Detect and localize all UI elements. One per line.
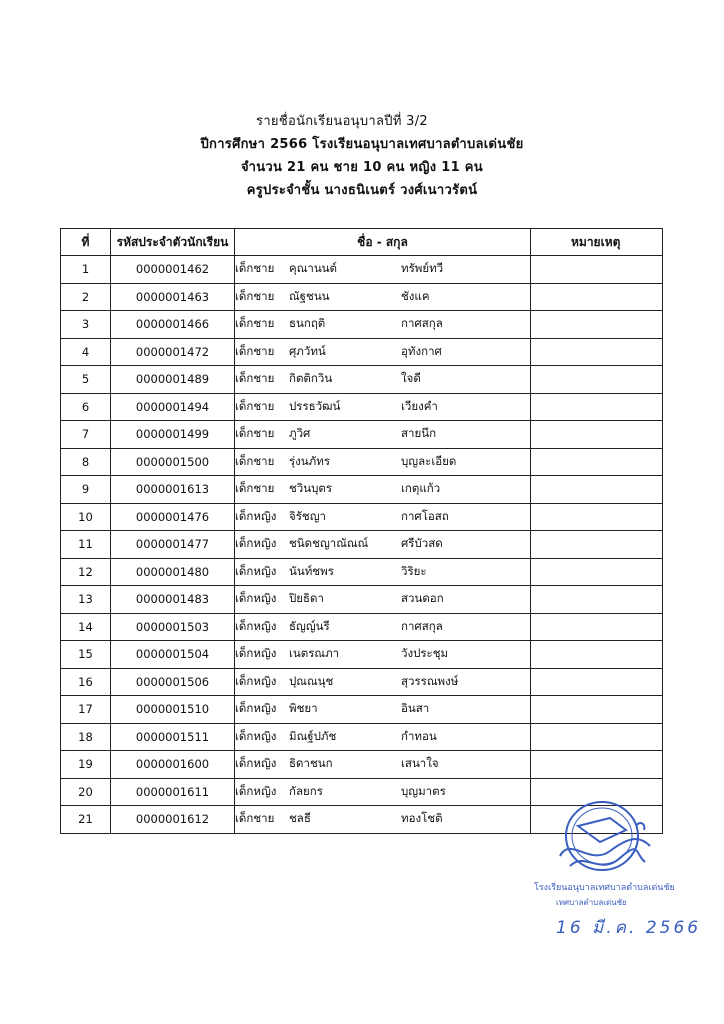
last-name: กาศสกุล: [401, 618, 443, 633]
student-name-cell: [235, 778, 531, 806]
first-name: ธนกฤติ: [289, 316, 326, 331]
first-name: ภูวิศ: [289, 426, 311, 441]
table-row: [61, 586, 663, 614]
name-prefix: เด็กหญิง: [235, 728, 277, 743]
last-name: วิริยะ: [401, 563, 427, 578]
table-row: [61, 668, 663, 696]
remark-cell: [531, 586, 663, 614]
first-name: จิรัชญา: [289, 508, 326, 523]
table-row: [61, 311, 663, 339]
table-header-row: [61, 229, 663, 256]
table-row: [61, 751, 663, 779]
last-name: กาศสกุล: [401, 316, 443, 331]
remark-cell: [531, 448, 663, 476]
table-body: [61, 256, 663, 834]
document-header: [0, 110, 724, 202]
first-name: กิตติกวิน: [289, 371, 333, 386]
remark-cell: [531, 366, 663, 394]
student-id: 0000001462: [111, 256, 235, 284]
student-name-cell: [235, 366, 531, 394]
class-title: รายชื่อนักเรียนอนุบาลปีที่ 3/2: [256, 114, 428, 129]
name-prefix: เด็กหญิง: [235, 563, 277, 578]
first-name: มิณฐ์ปภัช: [289, 728, 337, 743]
row-number: 18: [61, 723, 111, 751]
remark-cell: [531, 613, 663, 641]
last-name: เสนาใจ: [401, 756, 439, 771]
student-id: 0000001489: [111, 366, 235, 394]
remark-cell: [531, 311, 663, 339]
table-row: [61, 531, 663, 559]
student-name-cell: [235, 448, 531, 476]
name-prefix: เด็กหญิง: [235, 646, 277, 661]
name-prefix: เด็กชาย: [235, 398, 275, 413]
student-name-cell: [235, 751, 531, 779]
row-number: 6: [61, 393, 111, 421]
student-id: 0000001613: [111, 476, 235, 504]
table-row: [61, 393, 663, 421]
student-id: 0000001499: [111, 421, 235, 449]
first-name: ณัฐชนน: [289, 288, 330, 303]
first-name: เนตรณภา: [289, 646, 340, 661]
last-name: สวนดอก: [401, 591, 444, 606]
student-name-cell: [235, 393, 531, 421]
remark-cell: [531, 531, 663, 559]
name-prefix: เด็กชาย: [235, 426, 275, 441]
name-prefix: เด็กชาย: [235, 811, 275, 826]
last-name: กำทอน: [401, 728, 437, 743]
row-number: 5: [61, 366, 111, 394]
student-id: 0000001477: [111, 531, 235, 559]
table-row: [61, 613, 663, 641]
remark-cell: [531, 558, 663, 586]
col-header-student-id: รหัสประจำตัวนักเรียน: [111, 229, 235, 256]
student-name-cell: [235, 806, 531, 834]
first-name: ชวินบุตร: [289, 481, 333, 496]
student-name-cell: [235, 421, 531, 449]
first-name: ธัญญ์นรี: [289, 618, 330, 633]
student-name-cell: [235, 586, 531, 614]
first-name: พิชยา: [289, 701, 318, 716]
first-name: ศุภวัทน์: [289, 343, 326, 358]
name-prefix: เด็กชาย: [235, 481, 275, 496]
last-name: อุทังกาศ: [401, 343, 442, 358]
name-prefix: เด็กหญิง: [235, 618, 277, 633]
student-id: 0000001504: [111, 641, 235, 669]
first-name: ปุณณนุช: [289, 673, 334, 688]
table-row: [61, 696, 663, 724]
student-id: 0000001611: [111, 778, 235, 806]
name-prefix: เด็กหญิง: [235, 508, 277, 523]
name-prefix: เด็กชาย: [235, 288, 275, 303]
last-name: ทรัพย์ทวี: [401, 261, 444, 276]
col-header-name: ชื่อ - สกุล: [235, 229, 531, 256]
last-name: สุวรรณพงษ์: [401, 673, 459, 688]
remark-cell: [531, 668, 663, 696]
table-row: [61, 503, 663, 531]
row-number: 3: [61, 311, 111, 339]
student-name-cell: [235, 311, 531, 339]
first-name: ปรรธวัฒน์: [289, 398, 341, 413]
row-number: 17: [61, 696, 111, 724]
student-name-cell: [235, 503, 531, 531]
student-count-line: จำนวน 21 คน ชาย 10 คน หญิง 11 คน: [241, 160, 483, 175]
row-number: 11: [61, 531, 111, 559]
student-id: 0000001476: [111, 503, 235, 531]
student-name-cell: [235, 641, 531, 669]
last-name: อินสา: [401, 701, 430, 716]
student-id: 0000001500: [111, 448, 235, 476]
remark-cell: [531, 503, 663, 531]
table-row: [61, 476, 663, 504]
name-prefix: เด็กชาย: [235, 261, 275, 276]
name-prefix: เด็กชาย: [235, 371, 275, 386]
row-number: 9: [61, 476, 111, 504]
remark-cell: [531, 641, 663, 669]
table-row: [61, 558, 663, 586]
student-id: 0000001494: [111, 393, 235, 421]
name-prefix: เด็กหญิง: [235, 673, 277, 688]
last-name: ศรีบัวสด: [401, 536, 443, 551]
row-number: 2: [61, 283, 111, 311]
first-name: ชนิดชญาณัณณ์: [289, 536, 369, 551]
student-name-cell: [235, 338, 531, 366]
student-name-cell: [235, 558, 531, 586]
row-number: 19: [61, 751, 111, 779]
first-name: ธิดาชนก: [289, 756, 333, 771]
table-row: [61, 366, 663, 394]
row-number: 13: [61, 586, 111, 614]
last-name: บุญละเอียด: [401, 453, 457, 468]
student-id: 0000001483: [111, 586, 235, 614]
row-number: 14: [61, 613, 111, 641]
name-prefix: เด็กหญิง: [235, 591, 277, 606]
name-prefix: เด็กชาย: [235, 316, 275, 331]
remark-cell: [531, 393, 663, 421]
student-id: 0000001600: [111, 751, 235, 779]
student-name-cell: [235, 283, 531, 311]
table-row: [61, 338, 663, 366]
first-name: กัลยกร: [289, 783, 323, 798]
first-name: คุณานนต์: [289, 261, 338, 276]
remark-cell: [531, 696, 663, 724]
table-row: [61, 641, 663, 669]
last-name: สายนึก: [401, 426, 437, 441]
student-roster-table: [60, 228, 663, 834]
name-prefix: เด็กหญิง: [235, 536, 277, 551]
academic-year-line: ปีการศึกษา 2566 โรงเรียนอนุบาลเทศบาลตำบลเด่นชัย: [200, 137, 524, 152]
name-prefix: เด็กชาย: [235, 453, 275, 468]
row-number: 16: [61, 668, 111, 696]
student-id: 0000001612: [111, 806, 235, 834]
stamp-school-name: โรงเรียนอนุบาลเทศบาลตำบลเด่นชัย: [534, 883, 675, 893]
remark-cell: [531, 476, 663, 504]
name-prefix: เด็กหญิง: [235, 701, 277, 716]
first-name: ปิยธิดา: [289, 591, 324, 606]
student-name-cell: [235, 531, 531, 559]
name-prefix: เด็กชาย: [235, 343, 275, 358]
student-id: 0000001506: [111, 668, 235, 696]
first-name: ชลธี: [289, 811, 311, 826]
row-number: 8: [61, 448, 111, 476]
student-id: 0000001466: [111, 311, 235, 339]
row-number: 21: [61, 806, 111, 834]
last-name: ชังแค: [401, 288, 430, 303]
row-number: 1: [61, 256, 111, 284]
table-row: [61, 723, 663, 751]
remark-cell: [531, 751, 663, 779]
table-row: [61, 283, 663, 311]
row-number: 10: [61, 503, 111, 531]
last-name: เวียงคำ: [401, 398, 438, 413]
row-number: 7: [61, 421, 111, 449]
table-row: [61, 448, 663, 476]
last-name: ทองโชติ: [401, 811, 443, 826]
student-id: 0000001511: [111, 723, 235, 751]
homeroom-teacher-line: ครูประจำชั้น นางธนิเนตร์ วงศ์เนาวรัตน์: [246, 183, 478, 198]
table-row: [61, 256, 663, 284]
student-id: 0000001463: [111, 283, 235, 311]
col-header-remark: หมายเหตุ: [531, 229, 663, 256]
student-id: 0000001503: [111, 613, 235, 641]
first-name: รุ่งนภัทร: [289, 453, 330, 468]
last-name: เกตุแก้ว: [401, 481, 441, 496]
col-header-no: ที่: [61, 229, 111, 256]
row-number: 20: [61, 778, 111, 806]
remark-cell: [531, 338, 663, 366]
last-name: บุญมาตร: [401, 783, 446, 798]
last-name: กาศโอสถ: [401, 508, 449, 523]
student-name-cell: [235, 723, 531, 751]
student-name-cell: [235, 668, 531, 696]
table-row: [61, 421, 663, 449]
stamp-date: 16 มี.ค. 2566: [556, 918, 702, 938]
row-number: 15: [61, 641, 111, 669]
student-name-cell: [235, 256, 531, 284]
remark-cell: [531, 283, 663, 311]
student-name-cell: [235, 696, 531, 724]
student-name-cell: [235, 476, 531, 504]
student-id: 0000001480: [111, 558, 235, 586]
name-prefix: เด็กหญิง: [235, 756, 277, 771]
student-id: 0000001472: [111, 338, 235, 366]
last-name: วังประชุม: [401, 646, 449, 661]
stamp-municipality: เทศบาลตำบลเด่นชัย: [556, 898, 627, 907]
row-number: 4: [61, 338, 111, 366]
student-name-cell: [235, 613, 531, 641]
student-id: 0000001510: [111, 696, 235, 724]
first-name: นันท์ชพร: [289, 563, 334, 578]
name-prefix: เด็กหญิง: [235, 783, 277, 798]
remark-cell: [531, 421, 663, 449]
remark-cell: [531, 256, 663, 284]
last-name: ใจดี: [401, 371, 421, 386]
row-number: 12: [61, 558, 111, 586]
remark-cell: [531, 723, 663, 751]
